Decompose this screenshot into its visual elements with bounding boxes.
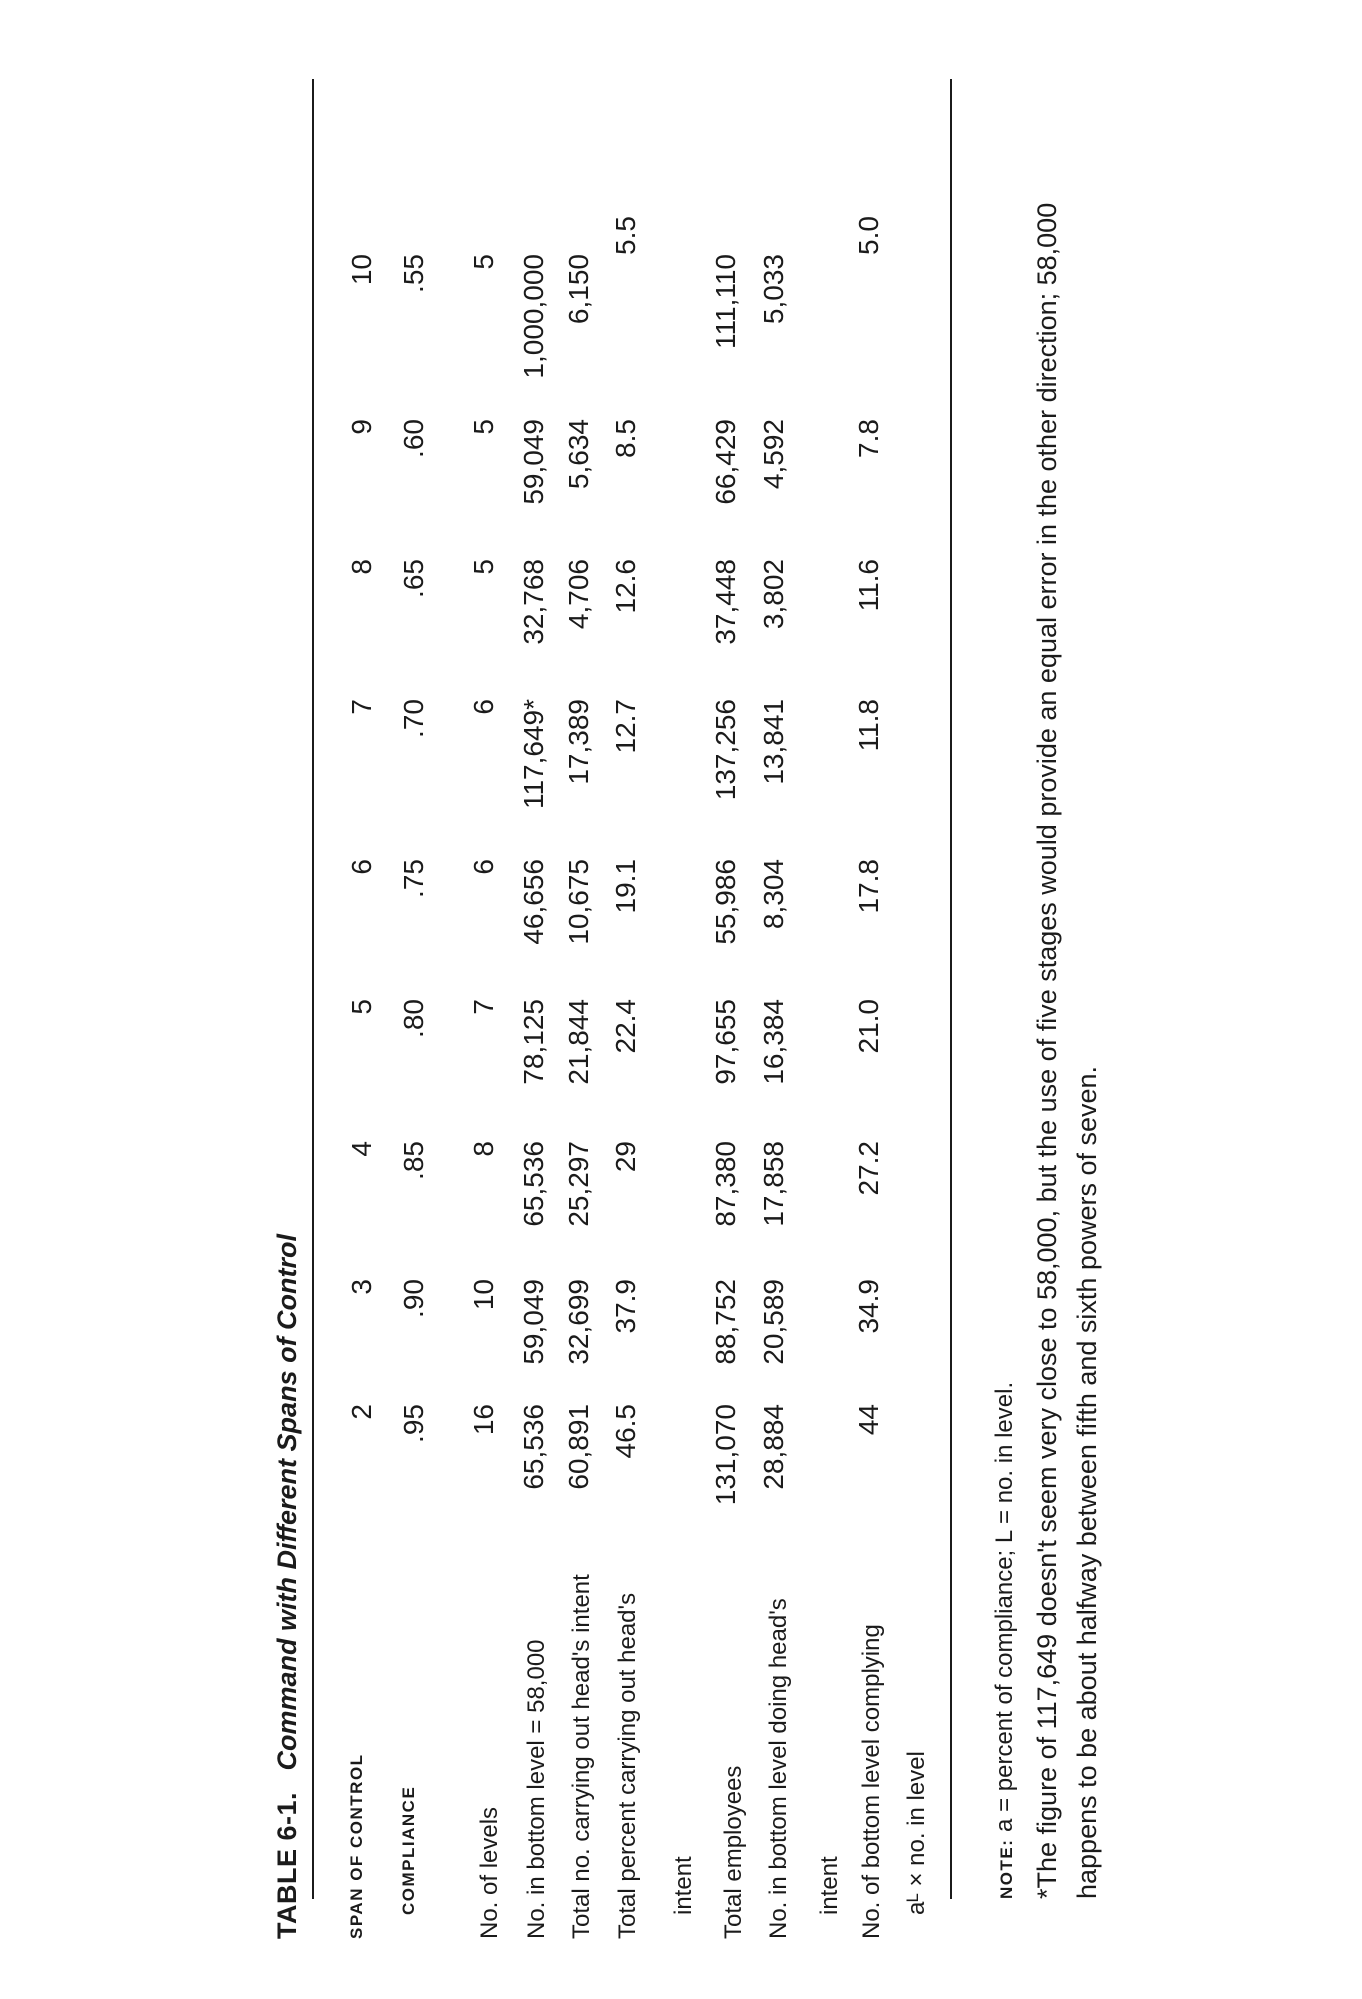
cell-percent-4: 22.4 — [610, 999, 641, 1054]
cell-doing-9: 5,033 — [758, 254, 789, 325]
cell-bottom-1: 65,536 — [518, 1404, 549, 1490]
cell-doing-6: 13,841 — [758, 699, 789, 785]
cell-bottom-5: 46,656 — [518, 859, 549, 945]
cell-bottom-8: 59,049 — [518, 419, 549, 505]
label-no-levels: No. of levels — [476, 1806, 503, 1939]
label-total-carrying: Total no. carrying out head's intent — [568, 1574, 595, 1939]
footnote-line-1: *The figure of 117,649 doesn't seem very close to 58,000, but the use of five stages would provide an equal error in the other direction; 58,000 — [1032, 202, 1062, 1899]
cell-doing-8: 4,592 — [758, 419, 789, 490]
cell-percent-6: 12.7 — [610, 699, 641, 754]
cell-levels-3: 8 — [468, 1141, 499, 1157]
cell-levels-1: 16 — [468, 1404, 499, 1436]
cell-bottom-9: 1,000,000 — [518, 254, 549, 379]
cell-doing-7: 3,802 — [758, 559, 789, 630]
cell-span-4: 5 — [346, 999, 377, 1015]
table-top-rule — [312, 79, 314, 1899]
cell-complying-7: 11.6 — [853, 559, 884, 612]
cell-carrying-3: 25,297 — [563, 1141, 594, 1227]
cell-bottom-3: 65,536 — [518, 1141, 549, 1227]
cell-percent-9: 5.5 — [610, 216, 641, 255]
label-no-bottom-doing-cont: intent — [816, 1856, 843, 1915]
label-compliance: COMPLIANCE — [399, 1785, 418, 1915]
cell-levels-4: 7 — [468, 999, 499, 1015]
cell-percent-1: 46.5 — [610, 1404, 641, 1459]
cell-carrying-6: 17,389 — [563, 699, 594, 785]
cell-employees-6: 137,256 — [710, 699, 741, 801]
cell-compliance-6: .70 — [398, 699, 429, 738]
cell-complying-1: 44 — [853, 1404, 884, 1436]
cell-carrying-5: 10,675 — [563, 859, 594, 945]
footnote-line-2: happens to be about halfway between fifth and sixth powers of seven. — [1072, 1065, 1102, 1899]
cell-percent-3: 29 — [610, 1141, 641, 1173]
cell-carrying-2: 32,699 — [563, 1279, 594, 1365]
cell-span-8: 9 — [346, 419, 377, 435]
cell-complying-2: 34.9 — [853, 1279, 884, 1334]
cell-compliance-4: .80 — [398, 999, 429, 1038]
cell-compliance-8: .60 — [398, 419, 429, 458]
cell-doing-1: 28,884 — [758, 1404, 789, 1490]
cell-span-2: 3 — [346, 1279, 377, 1295]
cell-employees-1: 131,070 — [710, 1404, 741, 1506]
cell-span-3: 4 — [346, 1141, 377, 1157]
cell-span-1: 2 — [346, 1404, 377, 1420]
cell-complying-4: 21.0 — [853, 999, 884, 1054]
cell-employees-7: 37,448 — [710, 559, 741, 645]
cell-percent-2: 37.9 — [610, 1279, 641, 1334]
cell-carrying-8: 5,634 — [563, 419, 594, 490]
cell-bottom-6: 117,649* — [518, 699, 549, 810]
label-total-percent: Total percent carrying out head's — [614, 1592, 641, 1939]
cell-compliance-7: .65 — [398, 559, 429, 598]
table-title — [272, 1234, 303, 1939]
cell-percent-7: 12.6 — [610, 559, 641, 614]
cell-employees-8: 66,429 — [710, 419, 741, 505]
cell-carrying-9: 6,150 — [563, 254, 594, 325]
cell-carrying-7: 4,706 — [563, 559, 594, 630]
cell-compliance-3: .85 — [398, 1141, 429, 1180]
note-label: NOTE: — [997, 1838, 1016, 1899]
cell-complying-3: 27.2 — [853, 1141, 884, 1196]
cell-doing-4: 16,384 — [758, 999, 789, 1085]
cell-complying-6: 11.8 — [853, 699, 884, 752]
cell-employees-5: 55,986 — [710, 859, 741, 945]
table-bottom-rule — [950, 79, 952, 1899]
cell-doing-5: 8,304 — [758, 859, 789, 930]
note-text: a = percent of compliance; L = no. in level. — [991, 1381, 1018, 1832]
cell-span-7: 8 — [346, 559, 377, 575]
cell-levels-2: 10 — [468, 1279, 499, 1311]
cell-employees-3: 87,380 — [710, 1141, 741, 1227]
cell-bottom-7: 32,768 — [518, 559, 549, 645]
cell-carrying-1: 60,891 — [563, 1404, 594, 1490]
label-formula: aᴸ × no. in level — [903, 1751, 930, 1915]
cell-complying-5: 17.8 — [853, 859, 884, 914]
label-no-bottom-complying: No. of bottom level complying — [858, 1624, 885, 1939]
cell-compliance-9: .55 — [398, 254, 429, 293]
note-line — [985, 39, 1027, 1899]
cell-span-6: 7 — [346, 699, 377, 715]
cell-carrying-4: 21,844 — [563, 999, 594, 1085]
cell-span-9: 10 — [346, 254, 377, 286]
table-number: TABLE 6-1. — [272, 1791, 302, 1939]
label-total-percent-cont: intent — [670, 1856, 697, 1915]
cell-doing-3: 17,858 — [758, 1141, 789, 1227]
label-no-bottom-doing: No. in bottom level doing head's — [765, 1598, 792, 1939]
cell-levels-9: 5 — [468, 254, 499, 270]
table-name: Command with Different Spans of Control — [272, 1233, 302, 1771]
cell-employees-4: 97,655 — [710, 999, 741, 1085]
cell-levels-6: 6 — [468, 699, 499, 715]
cell-employees-9: 111,110 — [710, 254, 741, 349]
cell-span-5: 6 — [346, 859, 377, 875]
cell-complying-8: 7.8 — [853, 419, 884, 458]
cell-percent-8: 8.5 — [610, 419, 641, 458]
label-total-employees: Total employees — [720, 1765, 747, 1939]
cell-levels-7: 5 — [468, 559, 499, 575]
cell-complying-9: 5.0 — [853, 216, 884, 255]
label-no-bottom: No. in bottom level = 58,000 — [523, 1639, 550, 1939]
cell-compliance-1: .95 — [398, 1404, 429, 1443]
cell-doing-2: 20,589 — [758, 1279, 789, 1365]
label-span-of-control: SPAN OF CONTROL — [347, 1753, 366, 1939]
cell-compliance-5: .75 — [398, 859, 429, 898]
cell-employees-2: 88,752 — [710, 1279, 741, 1365]
cell-bottom-2: 59,049 — [518, 1279, 549, 1365]
cell-compliance-2: .90 — [398, 1279, 429, 1318]
cell-levels-5: 6 — [468, 859, 499, 875]
cell-percent-5: 19.1 — [610, 859, 641, 914]
cell-levels-8: 5 — [468, 419, 499, 435]
cell-bottom-4: 78,125 — [518, 999, 549, 1085]
table-notes — [985, 39, 1107, 1899]
